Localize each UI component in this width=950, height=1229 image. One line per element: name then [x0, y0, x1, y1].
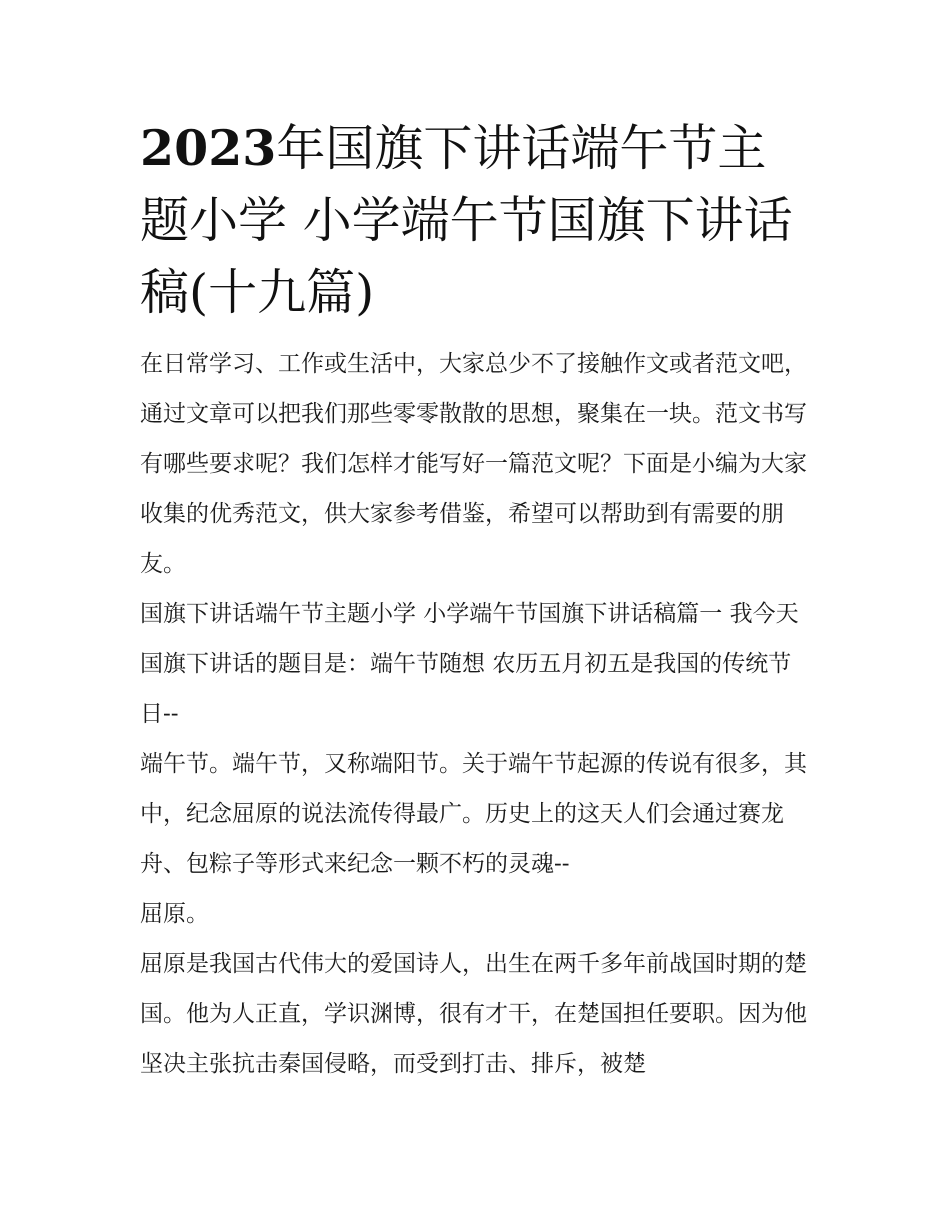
intro-paragraph: 在日常学习、工作或生活中，大家总少不了接触作文或者范文吧，通过文章可以把我们那些零零散散的思想，聚集在一块。范文书写有哪些要求呢？我们怎样才能写好一篇范文呢？下面是小编为大家收集的优秀范文，供大家参考借鉴，希望可以帮助到有需要的朋友。 — [140, 351, 807, 577]
title-text: 年国旗下讲话端午节主题小学 小学端午节国旗下讲话稿(十九篇) — [140, 120, 793, 321]
document-page — [140, 112, 812, 1089]
title-year: 2023 — [140, 119, 277, 177]
body-paragraph: 端午节。端午节，又称端阳节。关于端午节起源的传说有很多，其中，纪念屈原的说法流传得最广。历史上的这天人们会通过赛龙舟、包粽子等形式来纪念一颗不朽的灵魂-- — [140, 751, 807, 877]
body-paragraph: 屈原是我国古代伟大的爱国诗人，出生在两千多年前战国时期的楚国。他为人正直，学识渊博，很有才干，在楚国担任要职。因为他坚决主张抗击秦国侵略，而受到打击、排斥，被楚 — [140, 951, 807, 1077]
body-paragraph: 屈原。 — [140, 901, 209, 927]
section-heading-paragraph: 国旗下讲话端午节主题小学 小学端午节国旗下讲话稿篇一 我今天国旗下讲话的题目是：端午节随想 农历五月初五是我国的传统节日-- — [140, 601, 799, 727]
document-title — [140, 112, 812, 329]
